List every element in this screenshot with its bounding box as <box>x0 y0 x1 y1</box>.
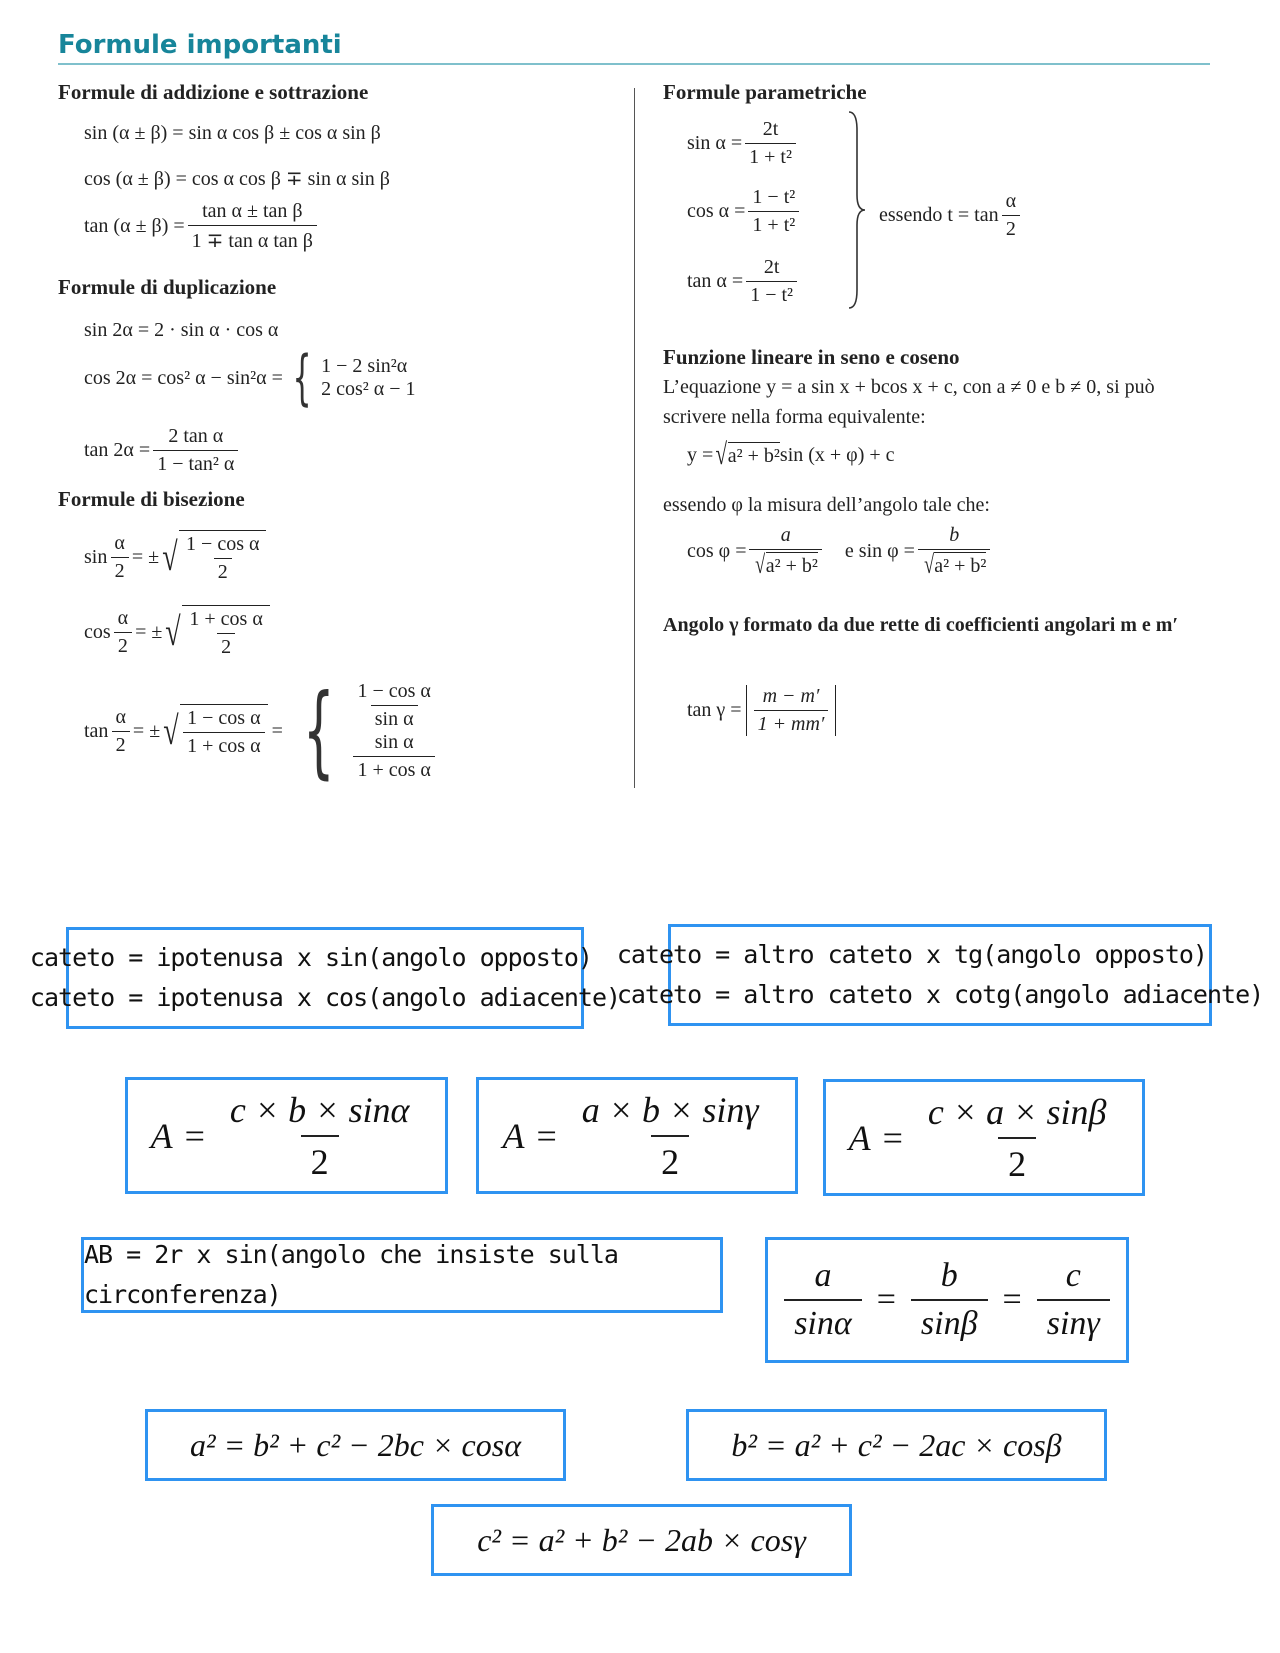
area-formula-box: A = $\frac{c \times a \times \sin\beta}{2}$ <box>823 1079 1145 1196</box>
law-of-sines-box <box>765 1237 1129 1363</box>
chord-formula: AB = 2r x sin(angolo che insiste sulla circonferenza) <box>84 1240 618 1309</box>
sin-parametric-lhs: sin α = <box>687 132 743 154</box>
note-line: cateto = altro cateto x tg(angolo opposto) <box>616 940 1207 969</box>
tan-parametric-numerator: 2t <box>763 256 780 278</box>
formula-tan-gamma <box>687 685 836 736</box>
heading-angle-gamma: Angolo γ formato da due rette di coefficienti angolari m e m′ <box>663 614 1179 636</box>
tan-duplication-lhs: tan 2α = <box>84 439 151 461</box>
option-1-denominator: sin α <box>371 705 418 731</box>
tan-bisection-fn: tan <box>84 719 109 742</box>
tan-addition-lhs: tan (α ± β) = <box>84 215 185 237</box>
sqrt-symbol: √ a² + b² <box>715 438 780 471</box>
formula-sin-addition: sin (α ± β) = sin α cos β ± cos α sin β <box>84 122 381 144</box>
tan-duplication-numerator: 2 tan α <box>168 425 224 447</box>
heading-bisection: Formule di bisezione <box>58 487 245 511</box>
cos-parametric-lhs: cos α = <box>687 200 746 222</box>
sin-bisection-fn: sin <box>84 545 108 568</box>
formula-cos-parametric <box>687 186 802 237</box>
half-angle-fraction <box>111 706 129 757</box>
sin-parametric-numerator: 2t <box>762 118 779 140</box>
half-angle-denominator: 2 <box>114 632 132 658</box>
plus-minus: = ± <box>135 620 163 643</box>
area-denominator: 2 <box>301 1135 339 1187</box>
cos-duplication-options <box>321 355 415 401</box>
absolute-value <box>746 685 837 736</box>
option-1-numerator: 1 − cos α <box>357 680 431 702</box>
note-box-hypotenuse <box>29 927 621 1029</box>
cos-parametric-numerator: 1 − t² <box>752 186 796 208</box>
tan-addition-fraction <box>188 200 317 253</box>
area-denominator: 2 <box>651 1135 689 1187</box>
cos-parametric-fraction <box>748 186 799 237</box>
half-angle-numerator: α <box>117 606 129 629</box>
sines-numerator: c <box>1065 1257 1081 1294</box>
linear-condition-text: essendo φ la misura dell’angolo tale che: <box>663 494 990 516</box>
law-of-cosines-b-box <box>686 1409 1107 1481</box>
formula-sin-duplication: sin 2α = 2 · sin α · cos α <box>84 319 279 341</box>
half-angle-denominator: 2 <box>112 731 130 757</box>
area-formula-box: A = $\frac{c \times b \times \sin\alpha}{2}$ <box>125 1077 448 1194</box>
tan-parametric-fraction <box>746 256 797 307</box>
area-numerator: c × b × sinα <box>229 1089 410 1130</box>
sin-parametric-denominator: 1 + t² <box>745 143 796 169</box>
tan-bisection-option-1 <box>353 680 434 731</box>
sines-denominator: sinα <box>784 1299 862 1347</box>
cos-duplication-option-1: 1 − 2 sin²α <box>321 355 408 377</box>
linear-description: L’equazione y = a sin x + bcos x + c, con a ≠ 0 e b ≠ 0, si può scrivere nella forma equivalente: <box>663 376 1155 428</box>
sines-numerator: b <box>940 1257 958 1294</box>
sqrt-symbol: √ $\frac{\text{1 + cos α}}{2}$ <box>162 605 269 659</box>
cos-phi-lhs: cos φ = <box>687 540 747 562</box>
cos-parametric-denominator: 1 + t² <box>748 211 799 237</box>
heading-addition: Formule di addizione e sottrazione <box>58 80 369 104</box>
cos-phi-numerator: a <box>780 524 791 546</box>
cos-duplication-option-2: 2 cos² α − 1 <box>321 378 416 400</box>
law-of-cosines-b: b² = a² + c² − 2ac × cosβ <box>731 1426 1062 1463</box>
tan-bisection-rad-denominator: 1 + cos α <box>183 732 264 758</box>
sin-phi-numerator: b <box>949 524 960 546</box>
area-numerator: c × a × sinβ <box>927 1091 1107 1132</box>
note-line: cateto = ipotenusa x sin(angolo opposto) <box>29 943 592 972</box>
formula-cos-addition: cos (α ± β) = cos α cos β ∓ sin α sin β <box>84 168 390 190</box>
half-angle-denominator: 2 <box>111 557 129 583</box>
tan-bisection-rad-numerator: 1 − cos α <box>187 707 261 729</box>
area-formula-box: A = $\frac{a \times b \times \sin\gamma}{2}$ <box>476 1077 798 1194</box>
cos-bisection-rad-denominator: 2 <box>217 633 235 659</box>
title-rule <box>58 63 1210 65</box>
heading-linear-function: Funzione lineare in seno e coseno <box>663 345 960 369</box>
tan-bisection-radicand <box>183 707 264 758</box>
page-title: Formule importanti <box>58 30 342 60</box>
sin-parametric-fraction <box>745 118 796 169</box>
tan-gamma-lhs: tan γ = <box>687 699 742 721</box>
sines-denominator: sinβ <box>911 1299 988 1347</box>
equals-sign: = <box>1002 1281 1022 1318</box>
brace-icon: { <box>292 343 312 413</box>
tan-gamma-denominator: 1 + mm′ <box>754 710 829 736</box>
condition-fraction <box>1002 190 1020 241</box>
condition-text: essendo t = tan <box>879 204 999 226</box>
tan-parametric-lhs: tan α = <box>687 270 744 292</box>
area-lhs: A <box>848 1117 871 1158</box>
sin-phi-radicand: a² + b² <box>934 552 986 578</box>
formula-cos-bisection <box>84 605 270 659</box>
column-divider <box>634 88 635 788</box>
tan-addition-numerator: tan α ± tan β <box>202 200 303 222</box>
area-lhs: A <box>502 1115 525 1156</box>
formula-sin-parametric <box>687 118 799 169</box>
cos-bisection-rad-numerator: 1 + cos α <box>189 608 263 630</box>
area-lhs: A <box>150 1115 173 1156</box>
cos-bisection-fn: cos <box>84 620 111 643</box>
formula-sin-bisection <box>84 530 266 584</box>
tan-duplication-denominator: 1 − tan² α <box>153 450 238 476</box>
chord-formula-box <box>81 1237 723 1313</box>
heading-parametric: Formule parametriche <box>663 80 867 104</box>
equals-sign: = <box>271 719 283 742</box>
sines-denominator: sinγ <box>1037 1299 1110 1347</box>
formula-cos-duplication <box>84 343 416 413</box>
sqrt-symbol: √ $\frac{\text{1 − cos α}}{\text{1 + cos α}}$ <box>160 704 267 758</box>
formula-linear <box>687 440 895 470</box>
note-line: cateto = ipotenusa x cos(angolo adiacente) <box>29 983 621 1012</box>
sin-bisection-radicand <box>182 533 263 584</box>
option-2-denominator: 1 + cos α <box>353 756 434 782</box>
linear-radicand: a² + b² <box>728 442 780 468</box>
tan-addition-denominator: 1 ∓ tan α tan β <box>188 225 317 253</box>
formula-tan-parametric <box>687 256 800 307</box>
law-of-cosines-a: a² = b² + c² − 2bc × cosα <box>189 1426 521 1463</box>
condition-denominator: 2 <box>1002 215 1020 241</box>
tan-gamma-numerator: m − m′ <box>762 685 820 707</box>
law-of-cosines-c-box <box>431 1504 852 1576</box>
cos-bisection-radicand <box>185 608 266 659</box>
equals-sign: = <box>876 1281 896 1318</box>
formula-tan-duplication <box>84 425 241 476</box>
formula-tan-bisection <box>84 672 438 789</box>
formula-phi <box>687 524 993 579</box>
linear-rhs: sin (x + φ) + c <box>779 443 895 466</box>
sines-numerator: a <box>814 1257 832 1294</box>
parametric-condition <box>879 190 1023 241</box>
sqrt-symbol: √ $\frac{\text{1 − cos α}}{2}$ <box>159 530 266 584</box>
linear-lhs: y = <box>687 443 714 466</box>
condition-numerator: α <box>1005 190 1017 212</box>
half-angle-fraction <box>114 607 132 658</box>
law-of-cosines-a-box <box>145 1409 566 1481</box>
sin-bisection-rad-denominator: 2 <box>214 558 232 584</box>
half-angle-fraction <box>110 532 128 583</box>
note-box-cathetus <box>616 924 1264 1026</box>
brace-icon: { <box>302 672 335 789</box>
sin-bisection-rad-numerator: 1 − cos α <box>186 533 260 555</box>
option-2-numerator: sin α <box>374 731 414 753</box>
cos-phi-fraction: a √ a² + b² <box>749 524 821 579</box>
tan-parametric-denominator: 1 − t² <box>746 281 797 307</box>
note-line: cateto = altro cateto x cotg(angolo adiacente) <box>616 980 1264 1009</box>
tan-bisection-options <box>350 680 437 782</box>
right-brace-icon <box>847 110 867 310</box>
tan-gamma-fraction <box>754 685 829 736</box>
law-of-cosines-c: c² = a² + b² − 2ab × cosγ <box>477 1521 806 1558</box>
plus-minus: = ± <box>132 719 161 742</box>
heading-duplication: Formule di duplicazione <box>58 275 277 299</box>
cos-phi-radicand: a² + b² <box>766 552 818 578</box>
sin-phi-lhs: e sin φ = <box>844 540 915 562</box>
tan-duplication-fraction <box>153 425 238 476</box>
sin-phi-fraction: b √ a² + b² <box>918 524 990 579</box>
formula-tan-addition <box>84 200 320 253</box>
cos-duplication-lhs: cos 2α = cos² α − sin²α = <box>84 366 283 389</box>
area-denominator: 2 <box>998 1137 1036 1189</box>
half-angle-numerator: α <box>115 705 126 728</box>
plus-minus: = ± <box>131 545 160 568</box>
half-angle-numerator: α <box>114 531 125 554</box>
area-numerator: a × b × sinγ <box>581 1089 759 1130</box>
tan-bisection-option-2 <box>353 731 434 782</box>
